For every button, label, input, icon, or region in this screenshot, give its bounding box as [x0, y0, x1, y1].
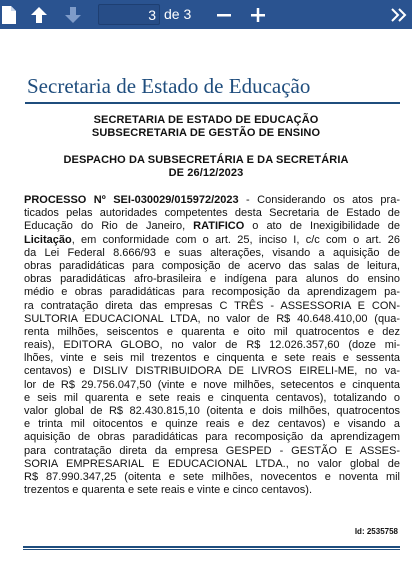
- header-divider: [25, 102, 400, 104]
- body-line: [24, 220, 400, 233]
- despacho-line: DESPACHO DA SUBSECRETÁRIA E DA SECRETÁRIA: [63, 154, 349, 166]
- body-text-segment: - Considerando os atos pra-: [238, 194, 400, 206]
- body-line: [24, 313, 400, 326]
- body-line: [24, 445, 400, 458]
- body-line: [24, 431, 400, 444]
- body-text-segment: obras paradidáticas para composição de acervo das salas de leitura,: [24, 259, 400, 272]
- body-text-segment: e trinta mil oitocentos e quinze reais e dez centavos) e visando a: [24, 418, 400, 431]
- body-line: [24, 379, 400, 392]
- body-bold-text: Licitação: [24, 233, 72, 246]
- body-line: [24, 339, 400, 352]
- body-line: [24, 247, 400, 260]
- zoom-in-icon: [251, 8, 265, 22]
- body-text-segment: lhões, vinte e seis mil trezentos e cinquenta e sete reais e sessenta: [24, 352, 400, 365]
- body-text-segment: , em conformidade com o art. 25, inciso I, c/c com o art. 26: [71, 233, 400, 246]
- body-text-segment: aquisição de obras paradidáticas para recomposição da aprendizagem: [24, 431, 400, 444]
- previous-page-button[interactable]: [28, 0, 50, 29]
- page-number-input[interactable]: [98, 4, 160, 25]
- body-line: [24, 300, 400, 313]
- body-line: [24, 207, 400, 220]
- body-line: [24, 392, 400, 405]
- body-text-segment: ticados pelas autoridades competentes desta Secretaria de Estado de: [24, 207, 400, 220]
- body-text-segment: médio e obras paradidáticas para recomposição da aprendizagem pa-: [24, 286, 400, 299]
- body-text-segment: ra contratação direta das empresas C TRÊS - ASSESSORIA E CON-: [24, 299, 400, 312]
- document-icon[interactable]: [0, 0, 18, 29]
- department-header: Secretaria de Estado de Educação: [27, 74, 311, 98]
- body-text-segment: da Lei Federal 8.666/93 e suas alterações, visando a aquisição de: [24, 246, 400, 259]
- body-line: [24, 365, 400, 378]
- document-id-value: 2535758: [366, 527, 398, 536]
- pdf-page: [10, 52, 402, 574]
- body-bold-text: RATIFICO: [193, 220, 245, 233]
- body-line: [24, 260, 400, 273]
- institution-header: [10, 114, 402, 140]
- page-count-label: de 3: [164, 6, 192, 22]
- body-text-segment: SULTORIA EDUCACIONAL LTDA, no valor de R$ 40.648.410,00 (qua-: [24, 312, 400, 325]
- body-line: [24, 286, 400, 299]
- institution-line: SUBSECRETARIA DE GESTÃO DE ENSINO: [91, 127, 321, 139]
- body-line: [24, 273, 400, 286]
- institution-line: SECRETARIA DE ESTADO DE EDUCAÇÃO: [93, 114, 319, 126]
- body-line: [24, 234, 400, 247]
- body-bold-text: PROCESSO Nº SEI-030029/015972/2023: [24, 194, 239, 206]
- document-id-label: Id:: [354, 527, 365, 536]
- body-text-segment: centavos) e DISLIV DISTRIBUIDORA DE LIVROS EIRELI-ME, no va-: [24, 365, 400, 378]
- next-page-button[interactable]: [62, 0, 84, 29]
- body-text-segment: obras paradidáticas afro-brasileira e indígena para alunos do ensino: [24, 273, 400, 286]
- body-text-segment: para contratação direta da empresa GESPED - GESTÃO E ASSES-: [24, 444, 400, 457]
- arrow-down-icon: [64, 6, 82, 24]
- body-text-segment: lor de R$ 29.756.047,50 (vinte e nove milhões, setecentos e cinquenta: [24, 378, 400, 391]
- pdf-toolbar: [0, 0, 412, 29]
- body-line: [24, 484, 400, 497]
- zoom-out-icon: [217, 8, 231, 22]
- body-text-segment: trezentos e quarenta e sete reais e vinte e cinco centavos).: [24, 484, 312, 497]
- body-line: [24, 418, 400, 431]
- body-line: [24, 405, 400, 418]
- body-text-segment: renta milhões, seiscentos e quarenta e oito mil quatrocentos e dez: [24, 325, 400, 338]
- body-text-segment: valor global de R$ 82.430.815,10 (oitenta e dois milhões, quatrocentos: [24, 405, 400, 417]
- document-id: [355, 527, 398, 536]
- body-text-segment: R$ 87.990.347,25 (oitenta e sete milhões, novecentos e noventa mil: [24, 470, 400, 483]
- footer-divider-thin: [23, 549, 400, 550]
- body-line: [24, 194, 400, 207]
- body-text-segment: SORIA EMPRESARIAL E EDUCACIONAL LTDA., no valor global de: [24, 457, 400, 470]
- double-chevron-right-icon: [391, 8, 407, 22]
- body-line: [24, 471, 400, 484]
- zoom-out-button[interactable]: [212, 0, 236, 29]
- despacho-body: [24, 194, 400, 497]
- despacho-title: [10, 154, 402, 180]
- body-text-segment: o ato de Inexigibilidade de: [244, 220, 400, 233]
- body-text-segment: reais), EDITORA GLOBO, no valor de R$ 12.026.357,60 (doze mi-: [24, 339, 400, 352]
- body-line: [24, 458, 400, 471]
- body-line: [24, 326, 400, 339]
- more-tools-button[interactable]: [386, 0, 412, 29]
- zoom-in-button[interactable]: [246, 0, 270, 29]
- arrow-up-icon: [30, 6, 48, 24]
- body-line: [24, 352, 400, 365]
- body-text-segment: e seis mil quarenta e sete reais e cinquenta centavos), totalizando o: [24, 391, 400, 404]
- footer-divider: [23, 546, 400, 548]
- despacho-date: DE 26/12/2023: [168, 167, 244, 179]
- body-text-segment: Educação do Rio de Janeiro,: [24, 220, 194, 233]
